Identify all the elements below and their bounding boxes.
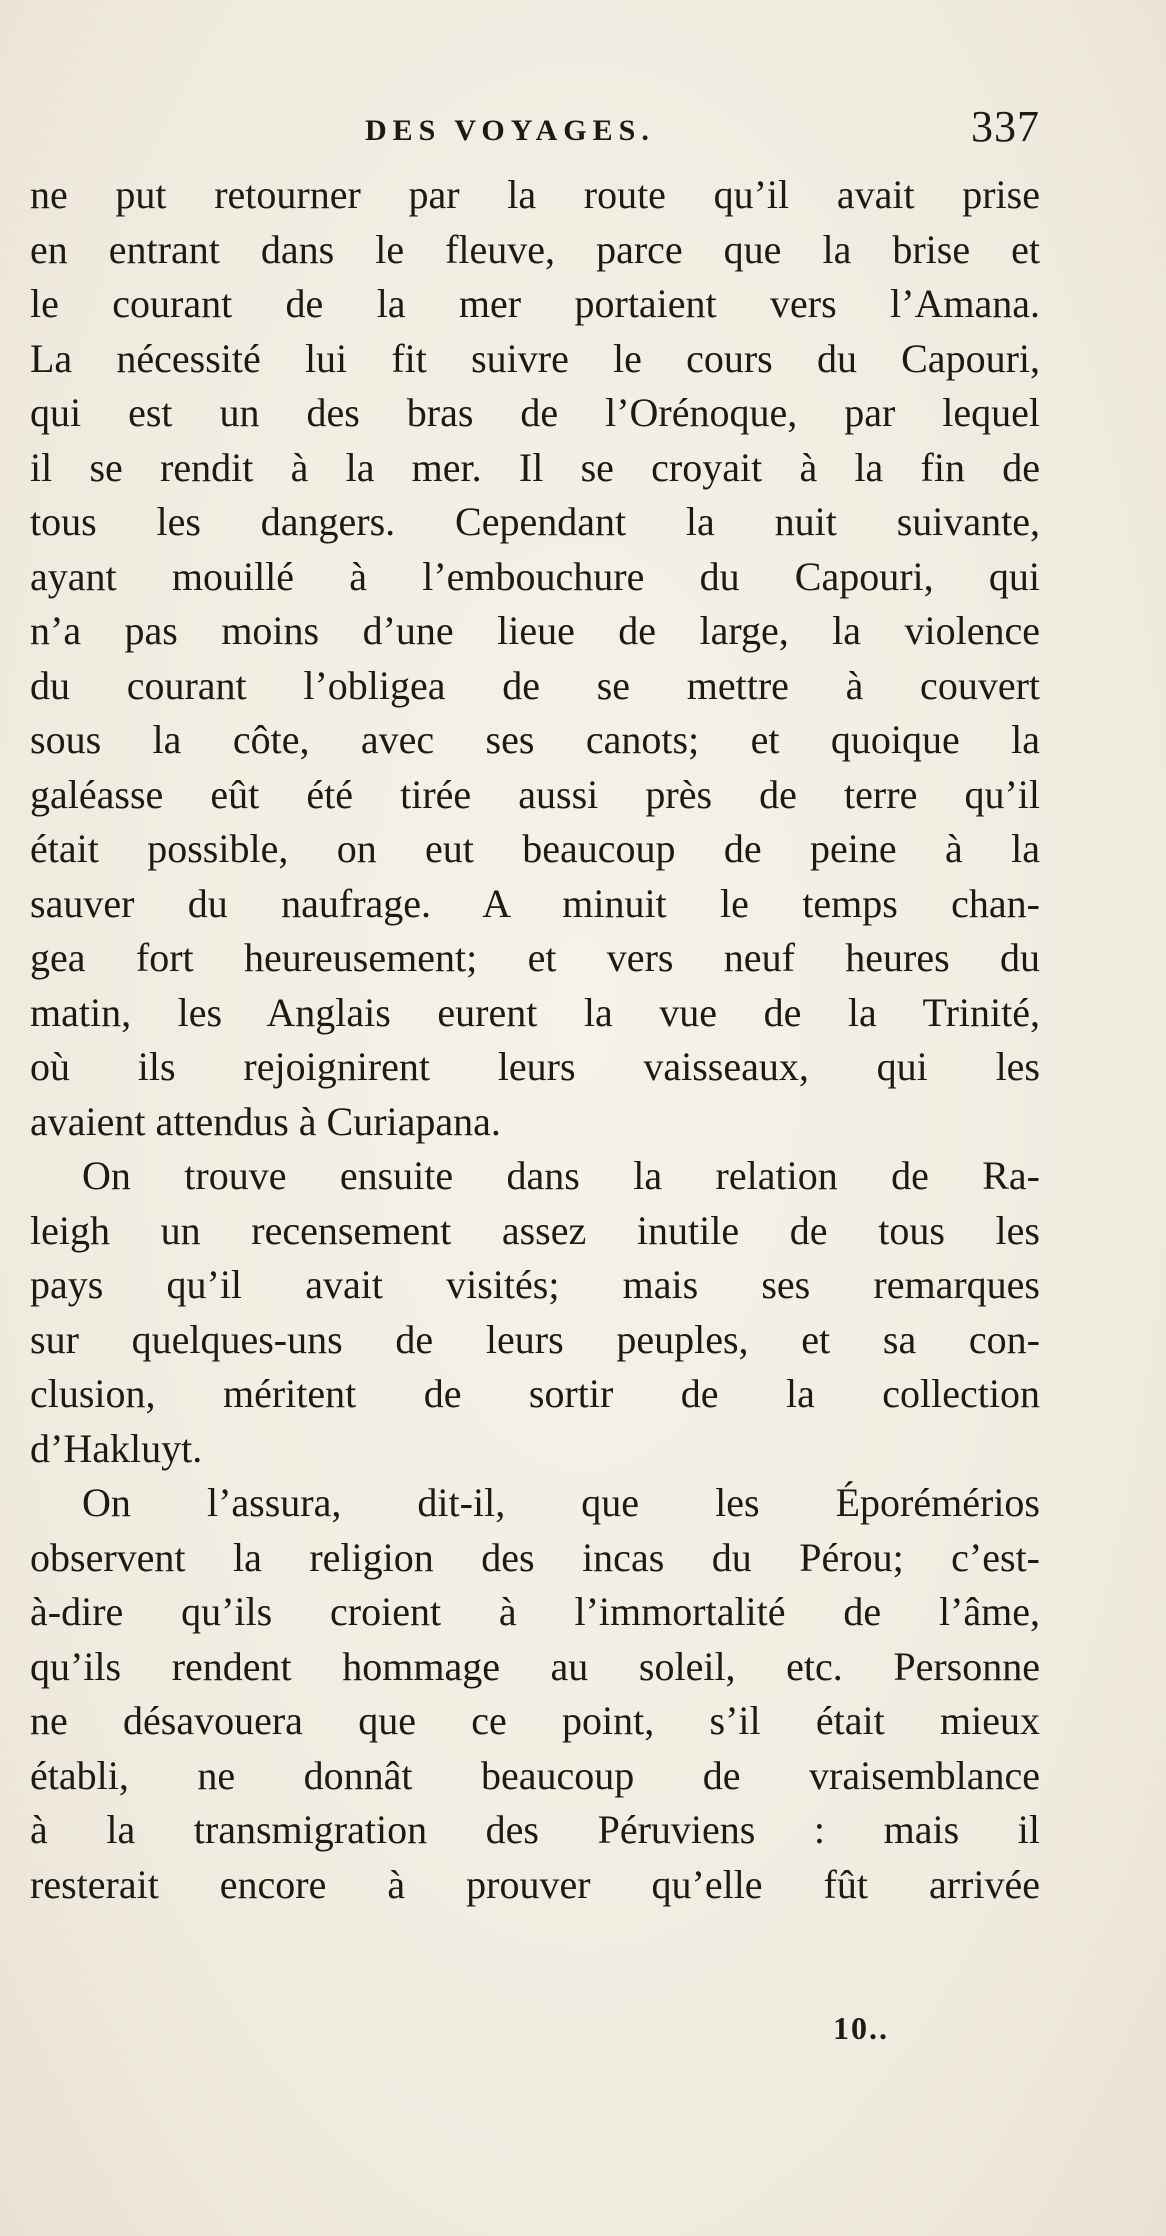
text-line: était possible, on eut beaucoup de peine à la bbox=[30, 826, 1040, 871]
body-text bbox=[30, 168, 1040, 1912]
text-line: du courant l’obligea de se mettre à couvert bbox=[30, 662, 1040, 708]
signature-mark: 10.. bbox=[833, 2010, 889, 2046]
text-line: pays qu’il avait visités; mais ses remarques bbox=[30, 1262, 1040, 1307]
page-header bbox=[30, 96, 1040, 166]
text-line: La nécessité lui fit suivre le cours du Capouri, bbox=[30, 335, 1040, 381]
text-line: galéasse eût été tirée aussi près de terre qu’il bbox=[30, 771, 1040, 817]
text-line: sous la côte, avec ses canots; et quoique la bbox=[30, 717, 1040, 762]
page-number: 337 bbox=[971, 102, 1040, 151]
text-line: il se rendit à la mer. Il se croyait à la fin de bbox=[30, 444, 1040, 490]
text-line: ne put retourner par la route qu’il avait prise bbox=[30, 172, 1040, 217]
text-line: qu’ils rendent hommage au soleil, etc. Personne bbox=[30, 1643, 1040, 1689]
text-line: sur quelques-uns de leurs peuples, et sa con- bbox=[30, 1316, 1040, 1362]
text-line: On l’assura, dit-il, que les Éporémérios bbox=[82, 1480, 1040, 1525]
text-line: où ils rejoignirent leurs vaisseaux, qui les bbox=[30, 1044, 1040, 1089]
text-line: qui est un des bras de l’Orénoque, par lequel bbox=[30, 390, 1040, 435]
text-line: leigh un recensement assez inutile de tous les bbox=[30, 1207, 1040, 1253]
running-title: DES VOYAGES. bbox=[365, 114, 655, 147]
text-line: avaient attendus à Curiapana. bbox=[30, 1098, 501, 1144]
text-line: ayant mouillé à l’embouchure du Capouri, qui bbox=[30, 553, 1040, 599]
text-line: le courant de la mer portaient vers l’Amana. bbox=[30, 281, 1040, 326]
text-line: établi, ne donnât beaucoup de vraisemblance bbox=[30, 1752, 1040, 1798]
text-line: tous les dangers. Cependant la nuit suivante, bbox=[30, 499, 1040, 544]
text-line: observent la religion des incas du Pérou; c’est- bbox=[30, 1534, 1040, 1580]
text-line: d’Hakluyt. bbox=[30, 1425, 203, 1471]
text-line: en entrant dans le fleuve, parce que la brise et bbox=[30, 226, 1040, 272]
text-line: à la transmigration des Péruviens : mais il bbox=[30, 1807, 1040, 1852]
text-line: ne désavouera que ce point, s’il était mieux bbox=[30, 1698, 1040, 1743]
text-line: n’a pas moins d’une lieue de large, la violence bbox=[30, 608, 1040, 653]
text-line: On trouve ensuite dans la relation de Ra- bbox=[82, 1153, 1040, 1198]
text-line: resterait encore à prouver qu’elle fût arrivée bbox=[30, 1861, 1040, 1907]
text-line: gea fort heureusement; et vers neuf heures du bbox=[30, 935, 1040, 980]
text-line: sauver du naufrage. A minuit le temps chan- bbox=[30, 880, 1040, 926]
text-line: matin, les Anglais eurent la vue de la Trinité, bbox=[30, 989, 1040, 1035]
text-line: à-dire qu’ils croient à l’immortalité de l’âme, bbox=[30, 1589, 1040, 1634]
text-line: clusion, méritent de sortir de la collection bbox=[30, 1371, 1040, 1416]
